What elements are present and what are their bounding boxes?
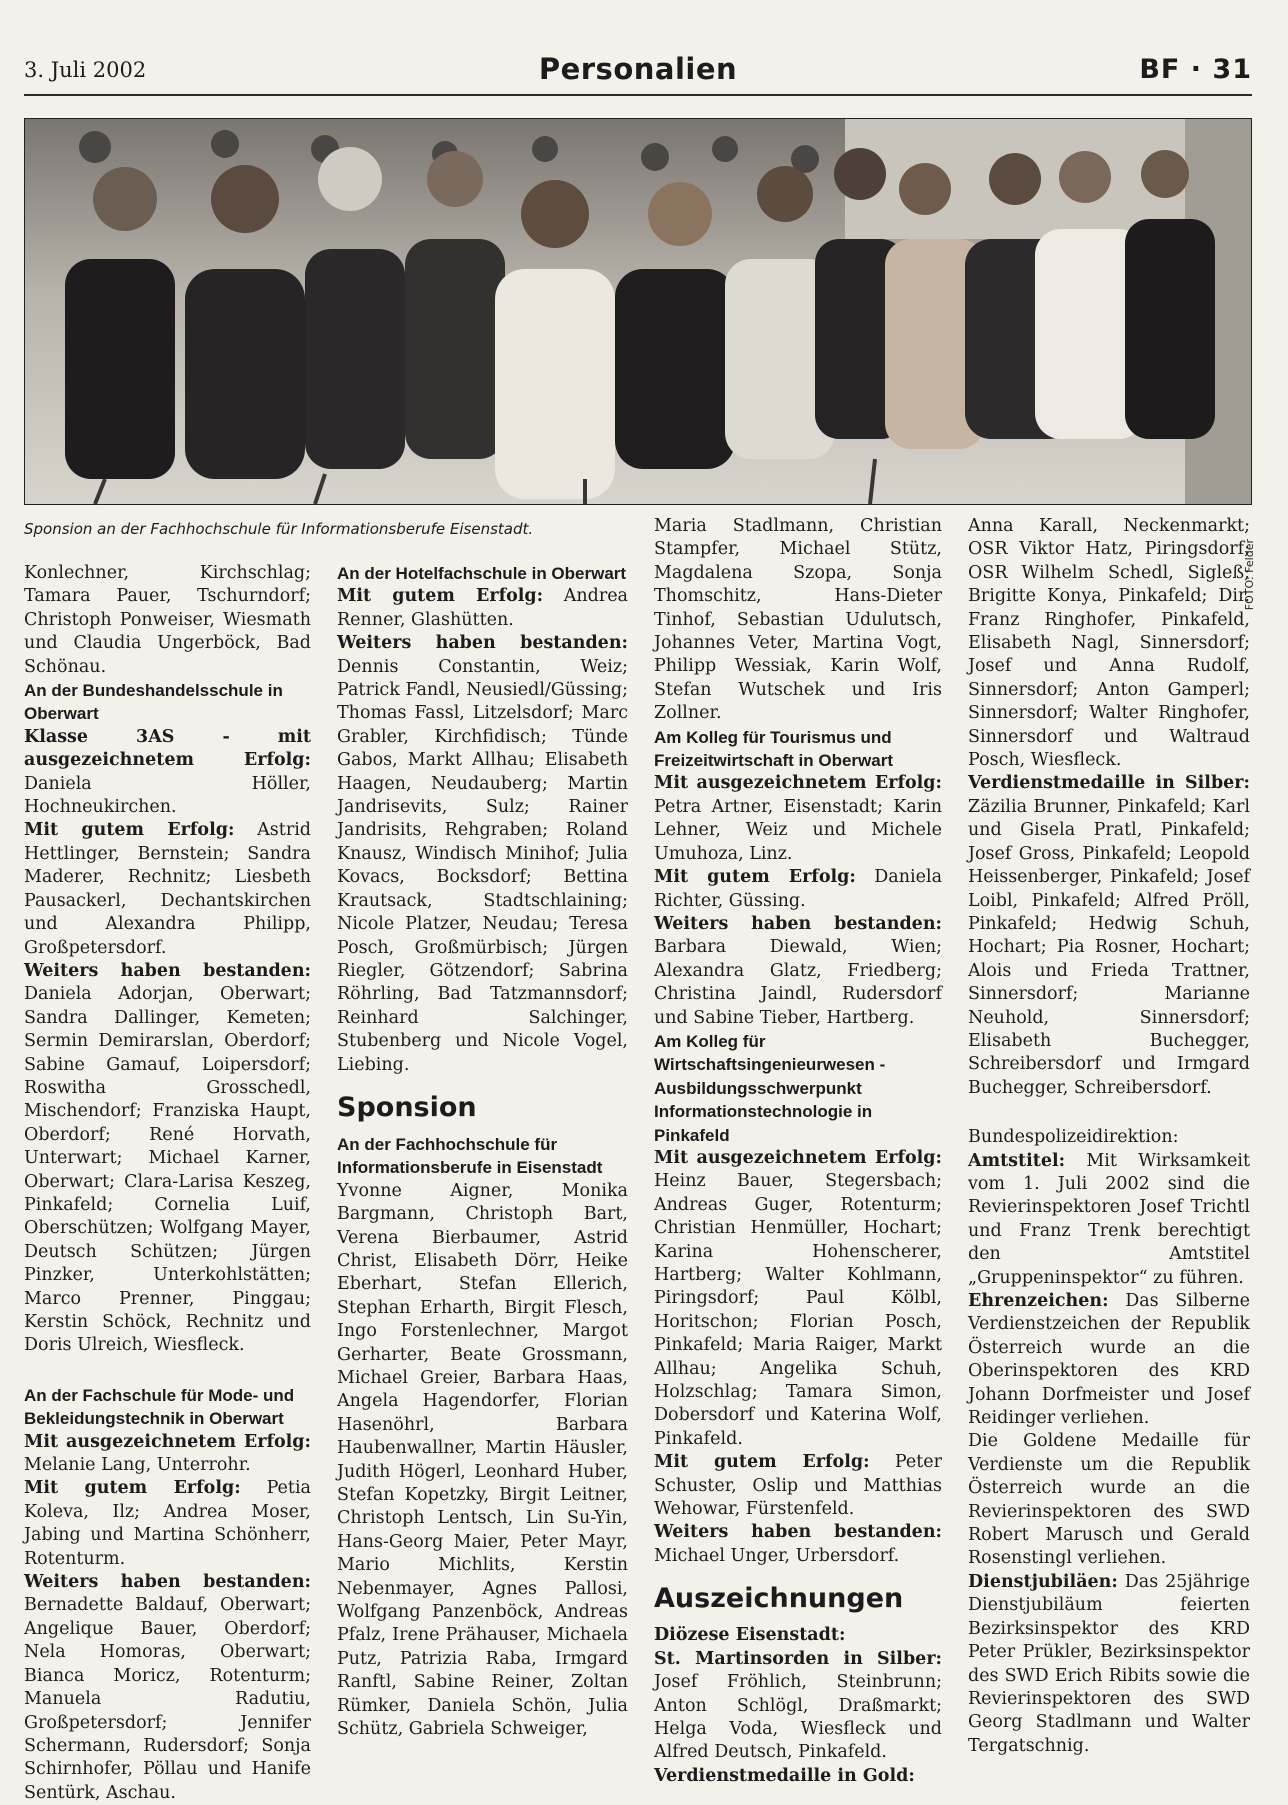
paragraph: Mit gutem Erfolg: Andrea Renner, Glashütten. (337, 586, 628, 630)
issue-date: 3. Juli 2002 (24, 58, 147, 82)
column-1 (24, 562, 311, 1805)
paragraph: Mit gutem Erfolg: Astrid Hettlinger, Bernstein; Sandra Maderer, Rechnitz; Liesbeth Pausackerl, Dechantskirchen und Alexandra Philipp, Großpetersdorf. (24, 820, 311, 958)
photo-caption: Sponsion an der Fachhochschule für Informationsberufe Eisenstadt. (24, 520, 534, 538)
paragraph: Weiters haben bestanden: Dennis Constantin, Weiz; Patrick Fandl, Neusiedl/Güssing; Thomas Fassl, Litzelsdorf; Marc Grabler, Kirchfidisch; Tünde Gabos, Markt Allhau; Elisabeth Haagen, Neudauberg; Martin Jandrisevits, Sulz; Rainer Jandrisits, Rehgraben; Roland Knausz, Windisch Minihof; Julia Kovacs, Bocksdorf; Bettina Krautsack, Stadtschlaining; Nicole Platzer, Neudau; Teresa Posch, Großmürbisch; Jürgen Riegler, Götzendorf; Sabrina Röhrling, Bad Tatzmannsdorf; Reinhard Salchinger, Stubenberg und Nicole Vogel, Liebing. (337, 633, 628, 1075)
subheading: Diözese Eisenstadt: (654, 1625, 846, 1646)
paragraph: Verdienstmedaille in Silber: Zäzilia Brunner, Pinkafeld; Karl und Gisela Pratl, Pinkafeld; Josef Gross, Pinkafeld; Leopold Heissenberger, Pinkafeld; Josef Loibl, Pinkafeld; Alfred Pröll, Pinkafeld; Hedwig Schuh, Hochart; Pia Rosner, Hochart; Alois und Frieda Trattner, Sinnersdorf; Marianne Neuhold, Sinnersdorf; Elisabeth Buchegger, Schreibersdorf und Irmgard Buchegger, Schreibersdorf. (968, 773, 1250, 1098)
paragraph: Mit ausgezeichnetem Erfolg: Heinz Bauer, Stegersbach; Andreas Guger, Rotenturm; Christian Henmüller, Hochart; Karina Hohenscherer, Hartberg; Walter Kohlmann, Piringsdorf; Paul Kölbl, Horitschon; Florian Posch, Pinkafeld; Maria Raiger, Markt Allhau; Angelika Schuh, Holzschlag; Tamara Simon, Dobersdorf und Katerina Wolf, Pinkafeld. (654, 1147, 942, 1449)
photo-credit: FOTO: Felder (1243, 539, 1256, 611)
subheading: Am Kolleg für Tourismus und Freizeitwirtschaft in Oberwart (654, 727, 893, 771)
subheading: Bundespolizeidirektion: (968, 1127, 1179, 1148)
paragraph: Ehrenzeichen: Das Silberne Verdienstzeichen der Republik Österreich wurde an die Oberinspektoren des KRD Johann Dorfmeister und Josef Reidinger verliehen. (968, 1291, 1250, 1429)
section-heading: Auszeichnungen (654, 1583, 904, 1615)
subheading: An der Fachhochschule für Informationsberufe in Eisenstadt (337, 1134, 603, 1178)
subheading: An der Bundeshandelsschule in Oberwart (24, 681, 283, 724)
paragraph: Weiters haben bestanden: Michael Unger, Urbersdorf. (654, 1522, 942, 1566)
paragraph: Klasse 3AS - mit ausgezeichnetem Erfolg: Daniela Höller, Hochneukirchen. (24, 726, 311, 818)
section-heading: Sponsion (337, 1091, 477, 1123)
column-4 (968, 515, 1250, 1758)
paragraph: Die Goldene Medaille für Verdienste um die Republik Österreich wurde an die Revierinspektoren des SWD Robert Marusch und Gerald Rosenstingl verliehen. (968, 1431, 1250, 1569)
column-3 (654, 515, 942, 1788)
paragraph: Weiters haben bestanden: Barbara Diewald, Wien; Alexandra Glatz, Friedberg; Christina Jaindl, Rudersdorf und Sabine Tieber, Hartberg. (654, 913, 942, 1028)
paragraph: Anna Karall, Neckenmarkt; OSR Viktor Hatz, Piringsdorf; OSR Wilhelm Schedl, Sigleß; Brigitte Konya, Pinkafeld; Dir. Franz Ringhofer, Pinkafeld, Elisabeth Nagl, Sinnersdorf; Josef und Anna Rudolf, Sinnersdorf; Anton Gamperl; Sinnersdorf; Walter Ringhofer, Sinnersdorf und Waltraud Posch, Wiesfleck. (968, 516, 1250, 771)
paragraph: Mit gutem Erfolg: Petia Koleva, Ilz; Andrea Moser, Jabing und Martina Schönherr, Rotenturm. (24, 1478, 311, 1569)
subheading: An der Hotelfachschule in Oberwart (337, 564, 627, 583)
paragraph: Weiters haben bestanden: Bernadette Baldauf, Oberwart; Angelique Bauer, Oberdorf; Nela Homoras, Oberwart; Bianca Moricz, Rotenturm; Manuela Radutiu, Großpetersdorf; Jennifer Schermann, Rudersdorf; Sonja Schirnhofer, Pöllau und Hanife Sentürk, Aschau. (24, 1572, 311, 1803)
paragraph: Weiters haben bestanden: Daniela Adorjan, Oberwart; Sandra Dallinger, Kemeten; Sermin Demirarslan, Oberdorf; Sabine Gamauf, Loipersdorf; Roswitha Grosschedl, Mischendorf; Franziska Haupt, Oberdorf; René Horvath, Unterwart; Michael Karner, Oberwart; Clara-Larisa Keszeg, Pinkafeld; Cornelia Luif, Oberschützen; Wolfgang Mayer, Deutsch Schützen; Jürgen Pinzker, Unterkohlstätten; Marco Prenner, Pinggau; Kerstin Schöck, Rechnitz und Doris Ulreich, Wiesfleck. (24, 960, 311, 1356)
paragraph: Mit ausgezeichnetem Erfolg: Melanie Lang, Unterrohr. (24, 1431, 311, 1476)
paragraph: Mit gutem Erfolg: Daniela Richter, Güssing. (654, 867, 942, 911)
ceremony-photo-illustration (25, 119, 1251, 504)
paragraph: Maria Stadlmann, Christian Stampfer, Michael Stütz, Magdalena Szopa, Sonja Thomschitz, Hans-Dieter Tinhof, Sebastian Udulutsch, Johannes Veter, Martina Vogt, Philipp Wessiak, Karin Wolf, Stefan Wutschek und Iris Zollner. (654, 516, 942, 724)
section-title: Personalien (538, 52, 738, 86)
paragraph: Verdienstmedaille in Gold: (654, 1765, 915, 1786)
paragraph: Yvonne Aigner, Monika Bargmann, Christoph Bart, Verena Bierbaumer, Astrid Christ, Elisabeth Dörr, Heike Eberhart, Stefan Ellerich, Stephan Erharth, Birgit Flesch, Ingo Forstenlechner, Margot Gerharter, Beate Grossmann, Michael Greier, Barbara Haas, Angela Hagendorfer, Florian Hasenöhrl, Barbara Haubenwallner, Martin Häusler, Judith Högerl, Leonhard Huber, Stefan Kopetzky, Birgit Leitner, Christoph Lentsch, Lin Su-Yin, Hans-Georg Maier, Peter Mayr, Mario Michlits, Kerstin Nebenmayer, Agnes Pallosi, Wolfgang Panzenböck, Andreas Pfalz, Irene Prähauser, Michaela Putz, Patrizia Raba, Irmgard Ranftl, Sabine Reiner, Zoltan Rümker, Daniela Schön, Julia Schütz, Gabriela Schweiger, (337, 1180, 628, 1740)
paragraph: Amtstitel: Mit Wirksamkeit vom 1. Juli 2002 sind die Revierinspektoren Josef Trichtl und Franz Trenk berechtigt den Amtstitel „Gruppeninspektor“ zu führen. (968, 1150, 1250, 1288)
column-2 (337, 562, 628, 1742)
page-number: BF · 31 (1139, 54, 1252, 85)
subheading: Am Kolleg für Wirtschaftsingenieurwesen - Ausbildungsschwerpunkt Informationstechnologie in Pinkafeld (654, 1031, 886, 1145)
paragraph: Mit ausgezeichnetem Erfolg: Petra Artner, Eisenstadt; Karin Lehner, Weiz und Michele Umuhoza, Linz. (654, 773, 942, 864)
paragraph: Konlechner, Kirchschlag; Tamara Pauer, Tschurndorf; Christoph Ponweiser, Wiesmath und Claudia Ungerböck, Bad Schönau. (24, 563, 311, 677)
paragraph: Mit gutem Erfolg: Peter Schuster, Oslip und Matthias Wehowar, Fürstenfeld. (654, 1452, 942, 1520)
paragraph: St. Martinsorden in Silber: Josef Fröhlich, Steinbrunn; Anton Schlögl, Draßmarkt; Helga Voda, Wiesfleck und Alfred Deutsch, Pinkafeld. (654, 1648, 942, 1763)
paragraph: Dienstjubiläen: Das 25jährige Dienstjubiläum feierten Bezirksinspektor des KRD Peter Prükler, Bezirksinspektor des SWD Erich Ribits sowie die Revierinspektoren des SWD Georg Stadlmann und Walter Tergatschnig. (968, 1571, 1250, 1756)
page-header (24, 52, 1252, 96)
subheading: An der Fachschule für Mode- und Bekleidungstechnik in Oberwart (24, 1385, 295, 1429)
